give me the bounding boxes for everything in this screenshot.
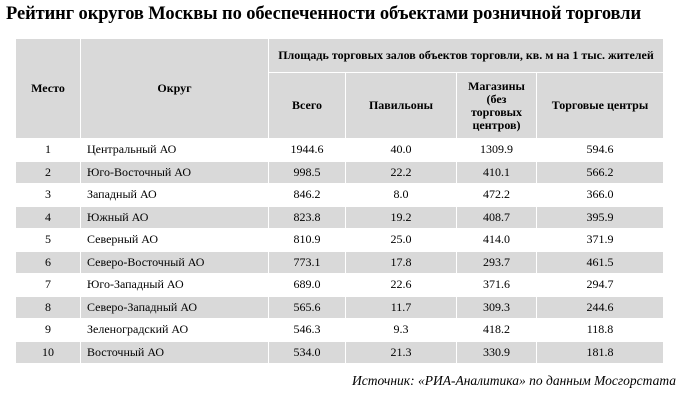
cell-total: 546.3 [269, 319, 346, 342]
cell-pavilions: 9.3 [346, 319, 457, 342]
source-note: Источник: «РИА-Аналитика» по данным Мосгорстата [352, 373, 676, 388]
header-total: Всего [269, 73, 346, 139]
cell-pavilions: 21.3 [346, 341, 457, 364]
table-row [16, 139, 664, 162]
cell-total: 1944.6 [269, 139, 346, 162]
cell-rank: 2 [16, 161, 81, 184]
cell-rank: 3 [16, 184, 81, 207]
cell-rank: 4 [16, 206, 81, 229]
cell-total: 773.1 [269, 251, 346, 274]
cell-rank: 5 [16, 229, 81, 252]
cell-pavilions: 19.2 [346, 206, 457, 229]
ranking-table [15, 38, 664, 364]
cell-shops: 371.6 [457, 274, 537, 297]
cell-rank: 1 [16, 139, 81, 162]
cell-rank: 8 [16, 296, 81, 319]
cell-okrug: Северо-Восточный АО [81, 251, 269, 274]
cell-okrug: Западный АО [81, 184, 269, 207]
cell-pavilions: 22.6 [346, 274, 457, 297]
table-row [16, 274, 664, 297]
header-pavilions: Павильоны [346, 73, 457, 139]
cell-shops: 472.2 [457, 184, 537, 207]
cell-okrug: Юго-Восточный АО [81, 161, 269, 184]
cell-shops: 309.3 [457, 296, 537, 319]
cell-malls: 371.9 [537, 229, 664, 252]
cell-pavilions: 40.0 [346, 139, 457, 162]
cell-okrug: Центральный АО [81, 139, 269, 162]
header-rank: Место [16, 39, 81, 139]
cell-total: 810.9 [269, 229, 346, 252]
cell-pavilions: 8.0 [346, 184, 457, 207]
cell-shops: 410.1 [457, 161, 537, 184]
cell-shops: 418.2 [457, 319, 537, 342]
cell-malls: 118.8 [537, 319, 664, 342]
table-body [16, 139, 664, 364]
cell-shops: 293.7 [457, 251, 537, 274]
cell-pavilions: 25.0 [346, 229, 457, 252]
cell-okrug: Юго-Западный АО [81, 274, 269, 297]
cell-malls: 244.6 [537, 296, 664, 319]
cell-rank: 10 [16, 341, 81, 364]
cell-pavilions: 22.2 [346, 161, 457, 184]
cell-okrug: Восточный АО [81, 341, 269, 364]
cell-shops: 1309.9 [457, 139, 537, 162]
table-row [16, 296, 664, 319]
cell-total: 534.0 [269, 341, 346, 364]
table-row [16, 229, 664, 252]
cell-total: 998.5 [269, 161, 346, 184]
header-area-group: Площадь торговых залов объектов торговли, кв. м на 1 тыс. жителей [269, 39, 664, 73]
cell-malls: 566.2 [537, 161, 664, 184]
cell-okrug: Северный АО [81, 229, 269, 252]
cell-malls: 366.0 [537, 184, 664, 207]
header-okrug: Округ [81, 39, 269, 139]
cell-malls: 461.5 [537, 251, 664, 274]
table-row [16, 319, 664, 342]
cell-okrug: Северо-Западный АО [81, 296, 269, 319]
cell-rank: 6 [16, 251, 81, 274]
cell-shops: 330.9 [457, 341, 537, 364]
cell-total: 565.6 [269, 296, 346, 319]
cell-shops: 414.0 [457, 229, 537, 252]
cell-rank: 9 [16, 319, 81, 342]
cell-total: 846.2 [269, 184, 346, 207]
cell-shops: 408.7 [457, 206, 537, 229]
table-row [16, 251, 664, 274]
cell-pavilions: 11.7 [346, 296, 457, 319]
table-row [16, 184, 664, 207]
cell-malls: 181.8 [537, 341, 664, 364]
table-row [16, 206, 664, 229]
header-malls: Торговые центры [537, 73, 664, 139]
table-row [16, 341, 664, 364]
cell-okrug: Зеленоградский АО [81, 319, 269, 342]
cell-pavilions: 17.8 [346, 251, 457, 274]
table-row [16, 161, 664, 184]
cell-total: 823.8 [269, 206, 346, 229]
cell-malls: 294.7 [537, 274, 664, 297]
page-title: Рейтинг округов Москвы по обеспеченности объектами розничной торговли [6, 4, 642, 24]
cell-rank: 7 [16, 274, 81, 297]
cell-malls: 594.6 [537, 139, 664, 162]
cell-malls: 395.9 [537, 206, 664, 229]
header-shops: Магазины (без торговых центров) [457, 73, 537, 139]
cell-okrug: Южный АО [81, 206, 269, 229]
cell-total: 689.0 [269, 274, 346, 297]
